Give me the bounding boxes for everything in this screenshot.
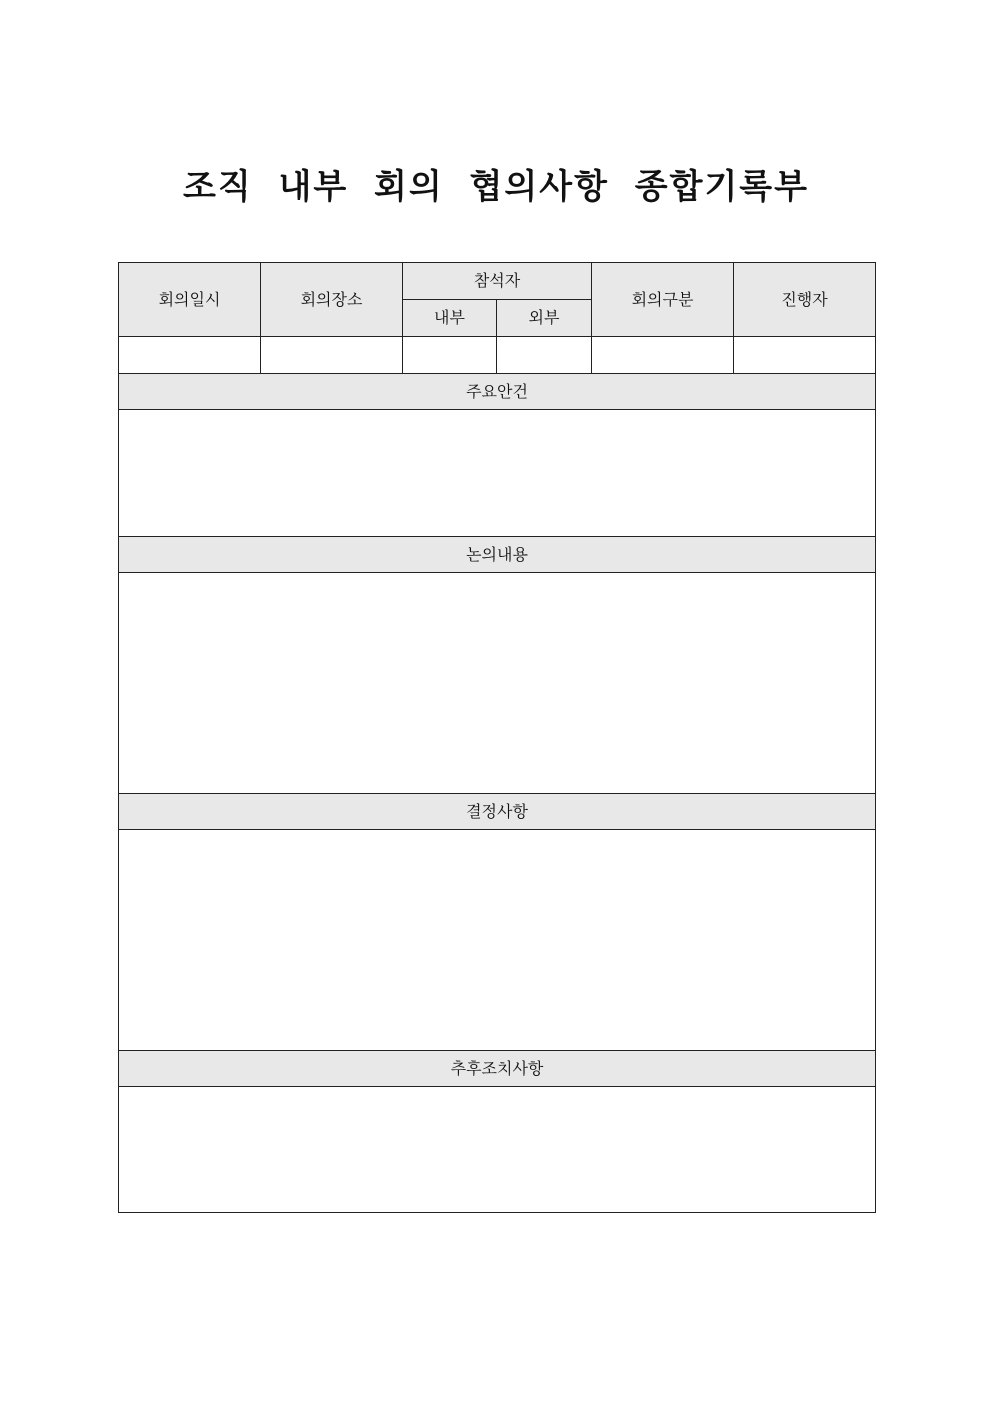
follow-up-content[interactable] (119, 1087, 876, 1213)
agenda-header: 주요안건 (119, 374, 876, 410)
attendees-external-field[interactable] (497, 337, 592, 374)
decisions-header-row (119, 794, 876, 830)
agenda-body-row (119, 410, 876, 537)
follow-up-header-row (119, 1051, 876, 1087)
attendees-internal-field[interactable] (403, 337, 497, 374)
meeting-datetime-field[interactable] (119, 337, 261, 374)
decisions-header: 결정사항 (119, 794, 876, 830)
meeting-record-table (118, 262, 876, 1213)
agenda-content[interactable] (119, 410, 876, 537)
discussion-body-row (119, 573, 876, 794)
follow-up-body-row (119, 1087, 876, 1213)
attendees-header: 참석자 (403, 263, 592, 300)
decisions-content[interactable] (119, 830, 876, 1051)
facilitator-field[interactable] (734, 337, 876, 374)
discussion-header: 논의내용 (119, 537, 876, 573)
attendees-internal-header: 내부 (403, 300, 497, 337)
meeting-type-field[interactable] (592, 337, 734, 374)
facilitator-header: 진행자 (734, 263, 876, 337)
attendees-external-header: 외부 (497, 300, 592, 337)
discussion-content[interactable] (119, 573, 876, 794)
header-row (119, 263, 876, 300)
document-title: 조직 내부 회의 협의사항 종합기록부 (182, 167, 809, 207)
discussion-header-row (119, 537, 876, 573)
follow-up-header: 추후조치사항 (119, 1051, 876, 1087)
decisions-body-row (119, 830, 876, 1051)
agenda-header-row (119, 374, 876, 410)
meeting-info-row (119, 337, 876, 374)
meeting-place-header: 회의장소 (261, 263, 403, 337)
meeting-place-field[interactable] (261, 337, 403, 374)
meeting-type-header: 회의구분 (592, 263, 734, 337)
meeting-datetime-header: 회의일시 (119, 263, 261, 337)
